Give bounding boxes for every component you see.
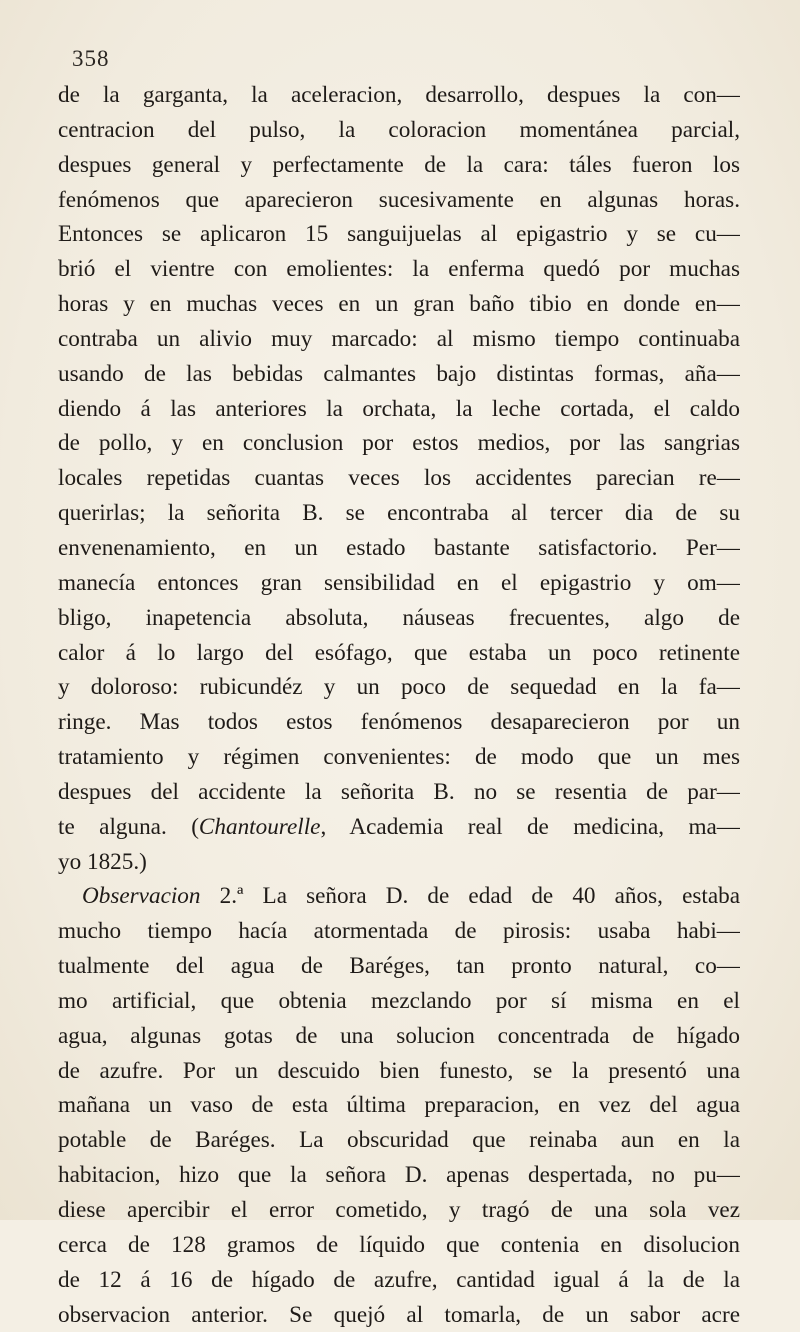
text-line [58, 426, 740, 461]
text-line-content: mo artificial, que obtenia mezclando por sí misma en el [58, 987, 740, 1014]
text-line-content: bligo, inapetencia absoluta, náuseas frecuentes, algo de [58, 604, 740, 631]
text-line [58, 775, 740, 810]
text-line [58, 705, 740, 740]
text-line-content: , Academia real de medicina, ma— [320, 813, 740, 840]
text-line [58, 949, 740, 984]
text-line-content: de pollo, y en conclusion por estos medios, por las sangrias [58, 430, 740, 457]
text-line-content: diendo á las anteriores la orchata, la leche cortada, el caldo [58, 395, 740, 422]
text-line [58, 287, 740, 322]
text-line [58, 461, 740, 496]
text-line-content: despues del accidente la señorita B. no se resentia de par— [58, 778, 740, 805]
text-line-content: envenenamiento, en un estado bastante satisfactorio. Per— [58, 534, 740, 561]
page-number: 358 [72, 46, 110, 71]
text-line [58, 252, 740, 287]
text-line-content: contraba un alivio muy marcado: al mismo tiempo continuaba [58, 325, 740, 352]
text-line [58, 879, 740, 914]
text-line-content: y doloroso: rubicundéz y un poco de sequedad en la fa— [58, 674, 740, 701]
text-line [58, 113, 740, 148]
text-line [58, 322, 740, 357]
text-line [58, 1228, 740, 1263]
text-line-content: 2.ª La señora D. de edad de 40 años, estaba [200, 883, 740, 910]
text-line-content: mucho tiempo hacía atormentada de pirosis: usaba habi— [58, 918, 740, 945]
text-line-content: te alguna. ( [58, 813, 199, 840]
text-line-content: querirlas; la señorita B. se encontraba al tercer dia de su [58, 500, 740, 527]
text-line-content: diese apercibir el error cometido, y tragó de una sola vez [58, 1197, 740, 1223]
text-line-content: ringe. Mas todos estos fenómenos desaparecieron por un [58, 709, 740, 736]
text-line-content: mañana un vaso de esta última preparacion, en vez del agua [58, 1092, 740, 1119]
text-line-content: brió el vientre con emolientes: la enferma quedó por muchas [58, 256, 740, 283]
text-line [58, 984, 740, 1019]
body-text [58, 78, 740, 1332]
text-line [58, 1193, 740, 1228]
text-line-content: yo 1825.) [58, 848, 147, 875]
text-line [58, 810, 740, 845]
text-line [58, 357, 740, 392]
text-line-content: de azufre. Por un descuido bien funesto, se la presentó una [58, 1057, 740, 1084]
text-line [58, 496, 740, 531]
text-line-content: de la garganta, la aceleracion, desarrollo, despues la con— [58, 82, 740, 108]
text-line [58, 1019, 740, 1054]
text-line-content: centracion del pulso, la coloracion momentánea parcial, [58, 116, 740, 143]
text-line-content: tualmente del agua de Baréges, tan pronto natural, co— [58, 953, 740, 980]
text-line [58, 183, 740, 218]
italic-text: Observacion [82, 883, 201, 910]
text-line [58, 845, 740, 880]
text-line-content: horas y en muchas veces en un gran baño tibio en donde en— [58, 291, 740, 318]
italic-text: Chantourelle [198, 813, 321, 840]
text-line [58, 740, 740, 775]
text-line [58, 78, 740, 113]
text-line [58, 1054, 740, 1089]
text-line [58, 636, 740, 671]
text-line [58, 1158, 740, 1193]
text-line [58, 217, 740, 252]
text-line [58, 148, 740, 183]
text-line [58, 566, 740, 601]
text-line [58, 531, 740, 566]
text-line [58, 914, 740, 949]
text-line [58, 1298, 740, 1332]
text-line-content: locales repetidas cuantas veces los accidentes parecian re— [58, 465, 740, 492]
text-line-content: fenómenos que aparecieron sucesivamente en algunas horas. [58, 186, 740, 213]
text-line-content: tratamiento y régimen convenientes: de modo que un mes [58, 744, 740, 771]
text-line-content: de 12 á 16 de hígado de azufre, cantidad igual á la de la [58, 1266, 740, 1293]
text-line-content: manecía entonces gran sensibilidad en el epigastrio y om— [58, 569, 740, 596]
text-line-content: despues general y perfectamente de la cara: táles fueron los [58, 151, 740, 178]
text-line-content: calor á lo largo del esófago, que estaba un poco retinente [58, 639, 740, 666]
text-line-content: habitacion, hizo que la señora D. apenas despertada, no pu— [58, 1162, 740, 1189]
text-line [58, 601, 740, 636]
text-line [58, 1123, 740, 1158]
text-line-content: potable de Baréges. La obscuridad que reinaba aun en la [58, 1127, 740, 1154]
text-line [58, 1263, 740, 1298]
text-line-content: cerca de 128 gramos de líquido que contenia en disolucion [58, 1231, 740, 1258]
text-line [58, 392, 740, 427]
text-line [58, 1088, 740, 1123]
text-line-content: observacion anterior. Se quejó al tomarla, de un sabor acre [58, 1301, 740, 1328]
text-line-content: agua, algunas gotas de una solucion concentrada de hígado [58, 1022, 740, 1049]
text-line-content: Entonces se aplicaron 15 sanguijuelas al epigastrio y se cu— [58, 221, 740, 248]
text-line-content: usando de las bebidas calmantes bajo distintas formas, aña— [58, 360, 740, 387]
text-line [58, 670, 740, 705]
